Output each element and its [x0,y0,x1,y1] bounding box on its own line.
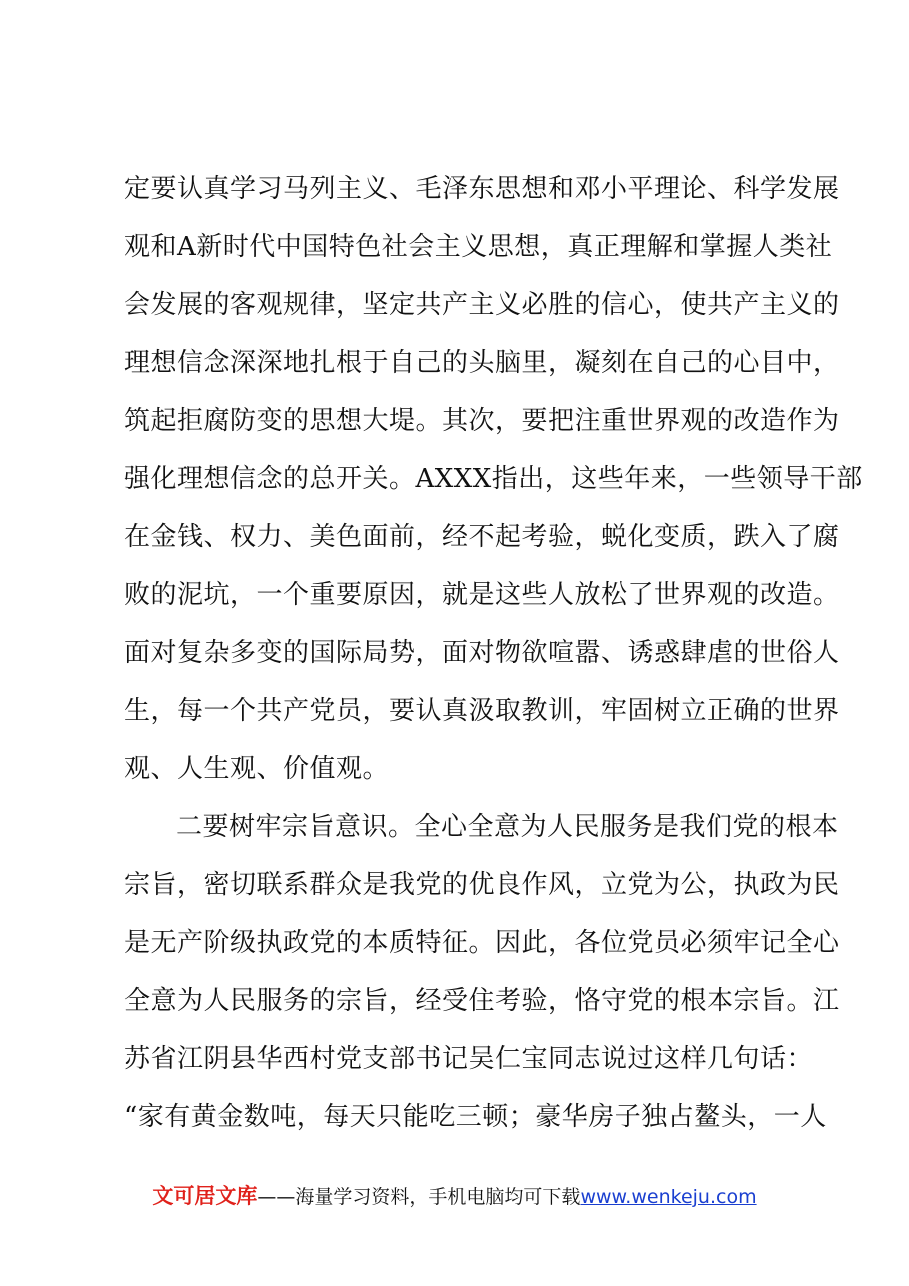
text-line: 会发展的客观规律，坚定共产主义必胜的信心，使共产主义的 [124,290,840,320]
text-line: 面对复杂多变的国际局势，面对物欲喧嚣、诱惑肆虐的世俗人 [124,638,840,668]
text-line: “家有黄金数吨，每天只能吃三顿；豪华房子独占鳌头，一人 [124,1102,827,1132]
footer-banner [0,1180,909,1210]
text-line: 生，每一个共产党员，要认真汲取教训，牢固树立正确的世界 [124,696,840,726]
text-line: 是无产阶级执政党的本质特征。因此，各位党员必须牢记全心 [124,928,840,958]
text-line: 理想信念深深地扎根于自己的头脑里，凝刻在自己的心目中， [124,348,840,378]
text-line: 筑起拒腐防变的思想大堤。其次，要把注重世界观的改造作为 [124,406,840,436]
text-line: 宗旨，密切联系群众是我党的优良作风，立党为公，执政为民 [124,870,840,900]
text-line: 观和A新时代中国特色社会主义思想，真正理解和掌握人类社 [124,232,833,262]
text-line: 苏省江阴县华西村党支部书记吴仁宝同志说过这样几句话： [124,1044,814,1074]
text-line: 全意为人民服务的宗旨，经受住考验，恪守党的根本宗旨。江 [124,986,840,1016]
text-line-paragraph-start: 二要树牢宗旨意识。全心全意为人民服务是我们党的根本 [176,812,839,842]
footer-site-link[interactable]: www.wenkeju.com [580,1186,757,1208]
document-body [124,160,863,1146]
text-line: 强化理想信念的总开关。AXXX指出，这些年来，一些领导干部 [124,464,863,494]
text-line: 在金钱、权力、美色面前，经不起考验，蜕化变质，跌入了腐 [124,522,840,552]
text-line: 败的泥坑，一个重要原因，就是这些人放松了世界观的改造。 [124,580,840,610]
footer-slogan: ——海量学习资料，手机电脑均可下载 [257,1186,581,1208]
text-line: 定要认真学习马列主义、毛泽东思想和邓小平理论、科学发展 [124,174,840,204]
footer-brand: 文可居文库 [152,1184,258,1208]
text-line-paragraph-end: 观、人生观、价值观。 [124,754,390,784]
